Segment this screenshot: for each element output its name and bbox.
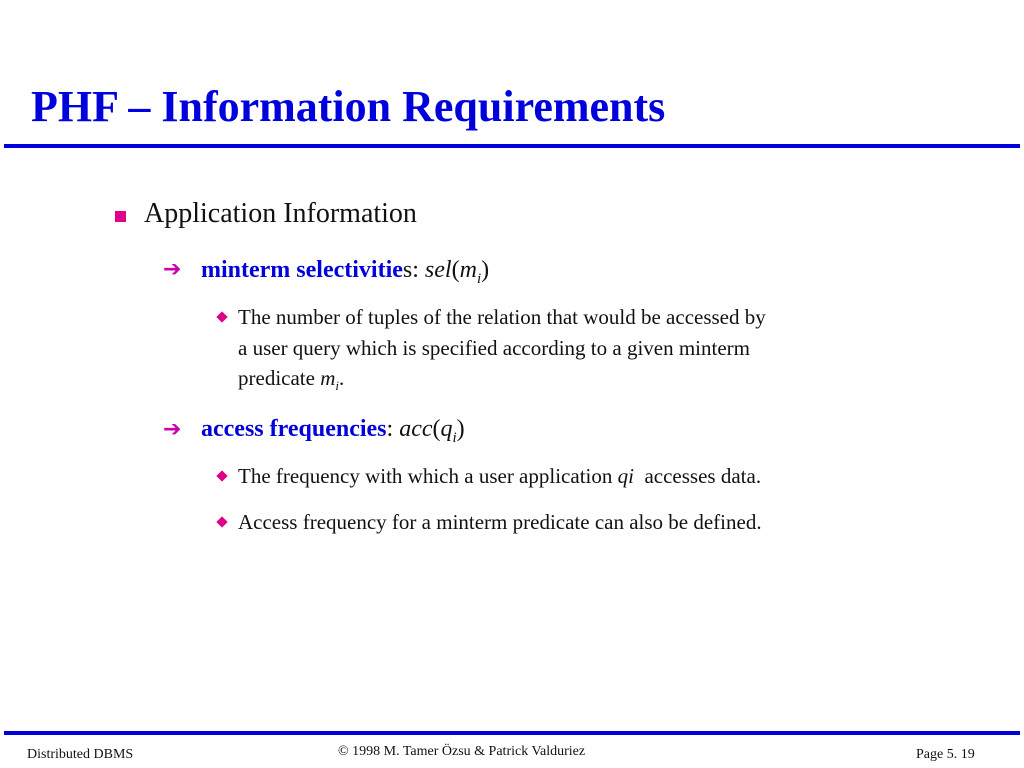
footer-rule bbox=[4, 731, 1020, 735]
slide-title: PHF – Information Requirements bbox=[31, 82, 666, 131]
detail-prefix: predicate bbox=[238, 366, 321, 390]
detail-suffix: accesses data. bbox=[633, 464, 762, 488]
minterm-selectivities-line bbox=[201, 255, 489, 294]
arg-subscript: i bbox=[452, 429, 457, 446]
arrow-right-icon: ➔ bbox=[163, 417, 182, 442]
close-paren: ) bbox=[481, 257, 490, 283]
open-paren: ( bbox=[451, 257, 460, 283]
arg-var: m bbox=[459, 257, 477, 283]
detail-line-1: The number of tuples of the relation that would be accessed by bbox=[238, 305, 766, 329]
square-bullet-icon bbox=[115, 211, 126, 222]
diamond-bullet-icon bbox=[216, 311, 227, 322]
detail-var: m bbox=[320, 366, 336, 390]
open-paren: ( bbox=[432, 416, 441, 442]
term-tail: s bbox=[402, 257, 413, 283]
detail-sub: i bbox=[335, 378, 339, 394]
function-name: acc bbox=[399, 416, 433, 442]
diamond-bullet-icon bbox=[216, 516, 227, 527]
footer-center: © 1998 M. Tamer Özsu & Patrick Valduriez bbox=[338, 744, 586, 759]
arg-var: q bbox=[440, 416, 453, 442]
access-frequencies-line bbox=[201, 414, 465, 453]
detail-var: qi bbox=[617, 464, 634, 488]
term-label: minterm selectivitie bbox=[201, 257, 403, 283]
function-name: sel bbox=[424, 257, 452, 283]
close-paren: ) bbox=[456, 416, 465, 442]
term-label: access frequencies bbox=[201, 416, 387, 442]
detail-line-defined: Access frequency for a minterm predicate can also be defined. bbox=[238, 510, 762, 534]
section-heading: Application Information bbox=[144, 198, 417, 229]
colon: : bbox=[386, 416, 400, 442]
detail-prefix: The frequency with which a user application bbox=[238, 464, 618, 488]
detail-line-3 bbox=[238, 363, 344, 401]
arrow-right-icon: ➔ bbox=[163, 257, 182, 282]
footer-right: Page 5. 19 bbox=[916, 747, 975, 762]
arg-subscript: i bbox=[476, 270, 482, 287]
footer-left: Distributed DBMS bbox=[27, 747, 134, 762]
title-underline bbox=[4, 144, 1020, 148]
diamond-bullet-icon bbox=[216, 470, 227, 481]
detail-suffix: . bbox=[339, 366, 345, 390]
colon: : bbox=[412, 257, 425, 283]
detail-line-2: a user query which is specified according to a given minterm bbox=[238, 336, 750, 360]
detail-line-freq bbox=[238, 461, 761, 492]
